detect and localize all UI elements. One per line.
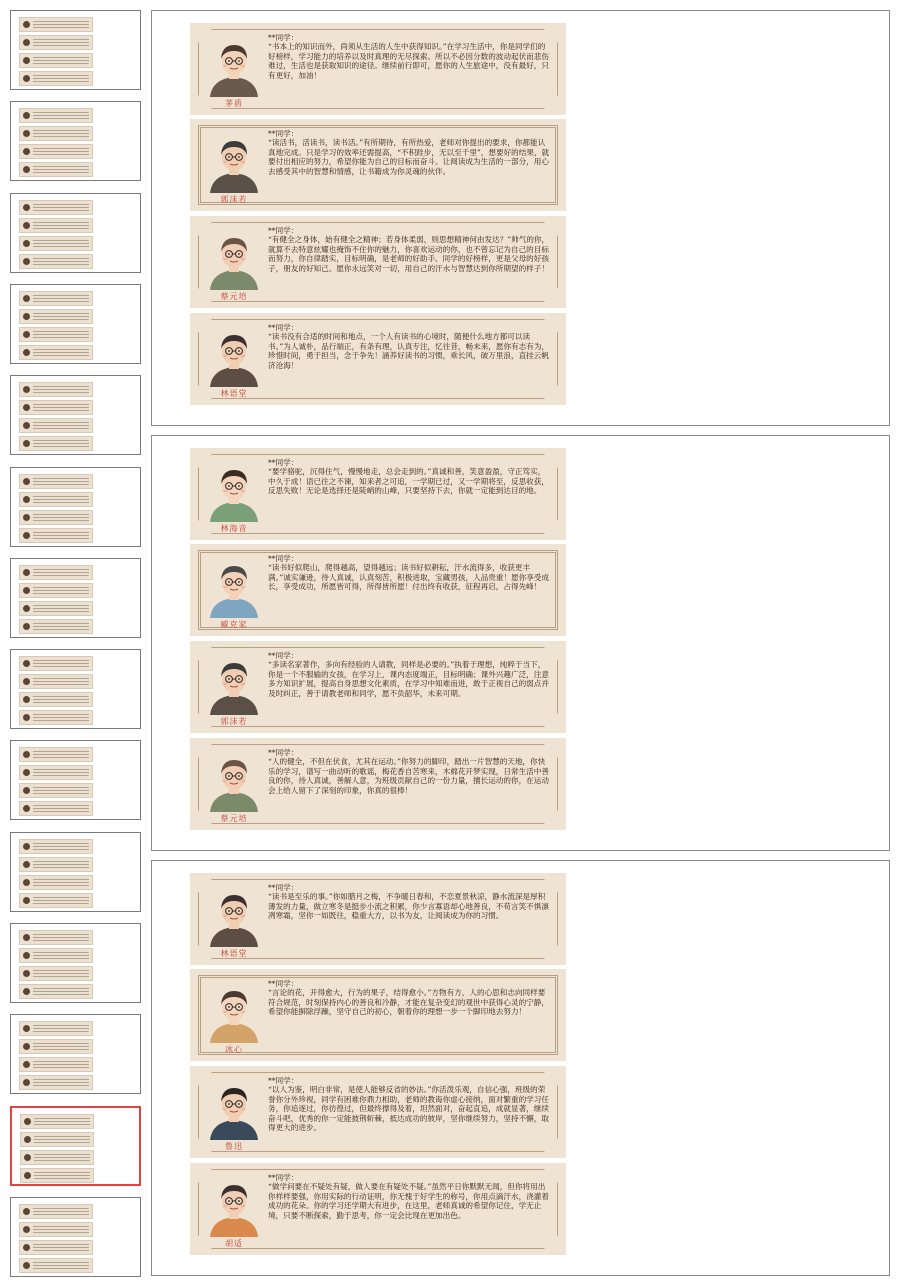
thumbnail-text-lines xyxy=(33,988,89,996)
greeting: **同学： xyxy=(268,748,299,757)
thumbnail-portrait xyxy=(23,988,30,995)
thumbnail-portrait xyxy=(23,861,30,868)
thumbnail-text-lines xyxy=(33,349,89,357)
portrait xyxy=(202,1082,266,1152)
author-name: 蔡元培 xyxy=(220,292,248,301)
page-thumbnail[interactable] xyxy=(10,740,141,820)
thumbnail-text-lines xyxy=(33,569,89,577)
person-portrait-icon xyxy=(202,232,266,290)
thumbnail-portrait xyxy=(24,1172,31,1179)
thumbnail-card-preview xyxy=(19,1021,93,1036)
thumbnail-text-lines xyxy=(33,787,89,795)
comment-text-block xyxy=(268,979,550,1017)
page-thumbnail[interactable] xyxy=(10,558,141,638)
comment-text-block xyxy=(268,323,550,370)
thumbnail-card-preview xyxy=(19,200,93,215)
portrait xyxy=(202,889,266,959)
thumbnail-text-lines xyxy=(33,478,89,486)
comment-card xyxy=(190,216,566,308)
comment-body: “读书好似爬山，爬得越高，望得越远；读书好似耕耘，汗水流得多，收获更丰满。”诚实谦逊，待人真诚，认真刻苦，积极进取，宝藏男孩，人品贵重！愿你享受成长，享受成功，所愿皆可得，所得皆所愿！付出终有收获，征程再启，占得先峰！ xyxy=(268,563,550,592)
thumbnail-card-preview xyxy=(19,1075,93,1090)
thumbnail-card-preview xyxy=(19,1039,93,1054)
thumbnail-portrait xyxy=(23,1079,30,1086)
thumbnail-portrait xyxy=(23,404,30,411)
thumbnail-portrait xyxy=(23,1226,30,1233)
thumbnail-portrait xyxy=(23,970,30,977)
greeting: **同学： xyxy=(268,883,299,892)
thumbnail-portrait xyxy=(23,39,30,46)
thumbnail-card-preview xyxy=(19,656,93,671)
author-name: 鲁迅 xyxy=(225,1142,243,1151)
thumbnail-text-lines xyxy=(33,422,89,430)
greeting: **同学： xyxy=(268,226,299,235)
thumbnail-card-preview xyxy=(19,327,93,342)
thumbnail-portrait xyxy=(23,386,30,393)
thumbnail-card-preview xyxy=(19,583,93,598)
thumbnail-portrait xyxy=(24,1136,31,1143)
thumbnail-portrait xyxy=(23,1262,30,1269)
thumbnail-text-lines xyxy=(33,879,89,887)
thumbnail-card-preview xyxy=(19,436,93,451)
thumbnail-portrait xyxy=(23,514,30,521)
thumbnail-text-lines xyxy=(33,678,89,686)
thumbnail-card-preview xyxy=(19,382,93,397)
document-page xyxy=(151,10,890,426)
comment-card xyxy=(190,23,566,115)
thumbnail-portrait xyxy=(23,130,30,137)
comment-text-block xyxy=(268,1076,550,1132)
thumbnail-text-lines xyxy=(33,714,89,722)
thumbnail-text-lines xyxy=(33,148,89,156)
author-name: 胡适 xyxy=(225,1239,243,1248)
thumbnail-text-lines xyxy=(33,39,89,47)
thumbnail-card-preview xyxy=(19,839,93,854)
thumbnail-text-lines xyxy=(33,331,89,339)
portrait xyxy=(202,985,266,1055)
thumbnail-card-preview xyxy=(19,710,93,725)
thumbnail-portrait xyxy=(23,422,30,429)
page-thumbnail[interactable] xyxy=(10,284,141,364)
thumbnail-card-preview xyxy=(19,71,93,86)
thumbnail-text-lines xyxy=(33,130,89,138)
thumbnail-portrait xyxy=(23,623,30,630)
greeting: **同学： xyxy=(268,1173,299,1182)
portrait xyxy=(202,657,266,727)
thumbnail-text-lines xyxy=(33,805,89,813)
thumbnail-card-preview xyxy=(19,35,93,50)
author-name: 茅盾 xyxy=(225,99,243,108)
thumbnail-text-lines xyxy=(33,166,89,174)
thumbnail-portrait xyxy=(23,787,30,794)
thumbnail-card-preview xyxy=(19,948,93,963)
comment-text-block xyxy=(268,33,550,80)
thumbnail-portrait xyxy=(23,75,30,82)
thumbnail-text-lines xyxy=(33,952,89,960)
comment-card xyxy=(190,119,566,211)
thumbnail-text-lines xyxy=(33,222,89,230)
thumbnail-portrait xyxy=(23,952,30,959)
person-portrait-icon xyxy=(202,985,266,1043)
thumbnail-card-preview xyxy=(19,893,93,908)
thumbnail-text-lines xyxy=(33,1262,89,1270)
thumbnail-portrait xyxy=(23,1244,30,1251)
comment-body: “书本上的知识而外，尚须从生活的人生中获得知识。”在学习生活中，你是同学们的好榜样，学习能力的培养以及时真理的无尽探索。所以不必因分数的波动起伏而悲伤难过，生活也是获取知识的途径。继续前行即可，愿你的人生旅途中，没有最好，只有更好，加油！ xyxy=(268,42,549,80)
thumbnail-portrait xyxy=(23,295,30,302)
thumbnail-text-lines xyxy=(34,1172,90,1180)
thumbnail-card-preview xyxy=(19,345,93,360)
thumbnail-card-preview xyxy=(19,1240,93,1255)
greeting: **同学： xyxy=(268,979,299,988)
thumbnail-text-lines xyxy=(33,440,89,448)
thumbnail-portrait xyxy=(23,112,30,119)
thumbnail-card-preview xyxy=(19,254,93,269)
thumbnail-text-lines xyxy=(33,295,89,303)
thumbnail-card-preview xyxy=(19,674,93,689)
thumbnail-text-lines xyxy=(33,861,89,869)
thumbnail-card-preview xyxy=(19,492,93,507)
thumbnail-card-preview xyxy=(19,528,93,543)
greeting: **同学： xyxy=(268,323,299,332)
page-thumbnail[interactable] xyxy=(10,923,141,1003)
thumbnail-text-lines xyxy=(33,1043,89,1051)
thumbnail-card-preview xyxy=(19,565,93,580)
thumbnail-card-preview xyxy=(20,1168,94,1183)
thumbnail-card-preview xyxy=(19,783,93,798)
thumbnail-card-preview xyxy=(19,144,93,159)
thumbnail-text-lines xyxy=(34,1136,90,1144)
thumbnail-text-lines xyxy=(33,769,89,777)
thumbnail-text-lines xyxy=(33,843,89,851)
portrait xyxy=(202,754,266,824)
thumbnail-card-preview xyxy=(19,1258,93,1273)
thumbnail-text-lines xyxy=(33,75,89,83)
thumbnail-portrait xyxy=(23,1043,30,1050)
greeting: **同学： xyxy=(268,554,299,563)
thumbnail-text-lines xyxy=(33,57,89,65)
thumbnail-text-lines xyxy=(33,21,89,29)
thumbnail-portrait xyxy=(23,349,30,356)
page-thumbnail[interactable] xyxy=(10,832,141,912)
thumbnail-text-lines xyxy=(33,204,89,212)
thumbnail-portrait xyxy=(23,57,30,64)
portrait xyxy=(202,232,266,302)
person-portrait-icon xyxy=(202,1082,266,1140)
portrait xyxy=(202,560,266,630)
comment-body: “人的健全，不但在伏食，尤其在运动。”你努力的脚印，踏出一片智慧的天地，你快乐的学习，谱写一曲动听的歌谣，梅花香自苦寒来，木棉花开梦实现，日常生活中善良的你，待人真诚，善解人意，为班级贡献自己的一份力量，擅长运动的你，在运动会上给人留下了深刻的印象，你真的很棒！ xyxy=(268,757,549,795)
thumbnail-portrait xyxy=(23,1025,30,1032)
thumbnail-card-preview xyxy=(19,1204,93,1219)
thumbnail-card-preview xyxy=(19,875,93,890)
thumbnail-portrait xyxy=(23,222,30,229)
thumbnail-portrait xyxy=(23,660,30,667)
person-portrait-icon xyxy=(202,754,266,812)
thumbnail-card-preview xyxy=(19,801,93,816)
comment-text-block xyxy=(268,883,550,921)
person-portrait-icon xyxy=(202,39,266,97)
thumbnail-text-lines xyxy=(33,1061,89,1069)
thumbnail-portrait xyxy=(23,440,30,447)
comment-text-block xyxy=(268,651,550,698)
comment-card xyxy=(190,313,566,405)
thumbnail-portrait xyxy=(23,148,30,155)
thumbnail-portrait xyxy=(23,166,30,173)
thumbnail-text-lines xyxy=(33,623,89,631)
greeting: **同学： xyxy=(268,458,299,467)
author-name: 臧克家 xyxy=(220,620,248,629)
thumbnail-text-lines xyxy=(33,897,89,905)
thumbnail-portrait xyxy=(23,751,30,758)
thumbnail-text-lines xyxy=(33,313,89,321)
thumbnail-card-preview xyxy=(19,510,93,525)
greeting: **同学： xyxy=(268,651,299,660)
thumbnail-portrait xyxy=(23,532,30,539)
thumbnail-portrait xyxy=(23,569,30,576)
thumbnail-text-lines xyxy=(33,1025,89,1033)
comment-body: “做学问要在不疑处有疑，做人要在有疑处不疑。”虽然平日你默默无闻，但你将用出你样样要强，你用实际的行动证明，你无愧于好学生的称号，你用点滴汗水，浇灌着成功的花朵。你的学习还学期大有进步，在这里，老师真诚的希望你记住，学无止境，只要不断探索，勤于思考，你一定会比现在更加出色。 xyxy=(268,1182,549,1220)
person-portrait-icon xyxy=(202,1179,266,1237)
page-thumbnail[interactable] xyxy=(10,1106,141,1186)
thumbnail-portrait xyxy=(23,258,30,265)
page-thumbnail[interactable] xyxy=(10,193,141,273)
greeting: **同学： xyxy=(268,129,299,138)
thumbnail-portrait xyxy=(23,843,30,850)
thumbnail-text-lines xyxy=(33,587,89,595)
portrait xyxy=(202,1179,266,1249)
person-portrait-icon xyxy=(202,657,266,715)
thumbnail-portrait xyxy=(23,478,30,485)
author-name: 蔡元培 xyxy=(220,814,248,823)
page-thumbnail[interactable] xyxy=(10,1014,141,1094)
thumbnail-portrait xyxy=(23,21,30,28)
thumbnail-portrait xyxy=(23,879,30,886)
thumbnail-text-lines xyxy=(33,1226,89,1234)
document-page xyxy=(151,860,890,1276)
document-page xyxy=(151,435,890,851)
thumbnail-card-preview xyxy=(19,966,93,981)
comment-body: “读活书，活读书，读书活。”有所期待，有所热爱，老师对你提出的要求，你都能认真地完成。只是学习的效率还需提高，“不积跬步，无以至千里”，想要好的结果，就要付出相应的努力，希望你能为自己的目标而奋斗。让阅读成为生活的一部分，用心去感受其中的智慧和情感，让书籍成为你灵魂的伙伴。 xyxy=(268,138,550,176)
author-name: 林语堂 xyxy=(220,389,248,398)
thumbnail-card-preview xyxy=(19,601,93,616)
thumbnail-portrait xyxy=(23,496,30,503)
thumbnail-portrait xyxy=(23,934,30,941)
thumbnail-card-preview xyxy=(19,1222,93,1237)
thumbnail-card-preview xyxy=(19,418,93,433)
thumbnail-card-preview xyxy=(19,474,93,489)
thumbnail-text-lines xyxy=(33,258,89,266)
page-thumbnail[interactable] xyxy=(10,375,141,455)
greeting: **同学： xyxy=(268,33,299,42)
page-thumbnail[interactable] xyxy=(10,1197,141,1277)
comment-body: “多读名家著作，多向有经验的人请教，同样是必要的。”执着于理想，纯粹于当下，你是一个不服输的女孩，在学习上，课内态度端正，目标明确；课外兴趣广泛，注意多方知识扩展，提高自身思想文化素质，在学习中知难而进，敢于正视自己的弱点并及时纠正，善于请教老师和同学，愿不负韶华，未来可期。 xyxy=(268,660,549,698)
comment-card xyxy=(190,969,566,1061)
thumbnail-text-lines xyxy=(33,1208,89,1216)
comment-body: “言论的花，开得愈大，行为的果子，结得愈小。”方物有方，人的心思和志向同样要符合规范，时刻保持内心的善良和冷静，才能在复杂变幻的观世中获得心灵的宁静，希望你能摒除浮躁，坚守自己的初心，朝着你的理想一步一个脚印地去努力！ xyxy=(268,988,549,1017)
person-portrait-icon xyxy=(202,329,266,387)
page-thumbnail[interactable] xyxy=(10,10,141,90)
comment-card xyxy=(190,544,566,636)
comment-body: “读书是至乐的事。”你如腊月之梅，不争暖日春和，不恋夏景秋凉，静水流深是厚积薄发的力量，做立寒冬是挺步小流之积累，你少言寡语却心地善良，不苟言笑不惧凛冽寒霜，坚你一如既往，稳重大方，以书为友，让阅读成为你的习惯。 xyxy=(268,892,549,921)
thumbnail-card-preview xyxy=(19,765,93,780)
thumbnail-card-preview xyxy=(19,291,93,306)
thumbnail-card-preview xyxy=(19,984,93,999)
thumbnail-card-preview xyxy=(19,619,93,634)
thumbnail-portrait xyxy=(23,587,30,594)
thumbnail-portrait xyxy=(23,1208,30,1215)
thumbnail-portrait xyxy=(23,240,30,247)
thumbnail-card-preview xyxy=(19,1057,93,1072)
person-portrait-icon xyxy=(202,560,266,618)
thumbnail-portrait xyxy=(23,696,30,703)
thumbnail-portrait xyxy=(23,313,30,320)
comment-text-block xyxy=(268,129,550,176)
author-name: 林语堂 xyxy=(220,949,248,958)
thumbnail-card-preview xyxy=(19,53,93,68)
thumbnail-text-lines xyxy=(33,696,89,704)
comment-card xyxy=(190,1066,566,1158)
thumbnail-card-preview xyxy=(19,857,93,872)
comment-body: “以人为鉴，明白非常，是使人能够反省的妙法。”你活泼乐观，自信心强，班级的荣誉你分外珍视，同学有困难你鼎力相助，老师的教诲你虚心接纳，面对繁重的学习任务，你追逐过，你彷徨过，但最终撑得及着，坦然面对，奋起直追，成就显著，继续奋斗吧，优秀的你一定能披荆斩棘，抵达成功的彼岸，坚你继续努力，坚持不懈，取得更大的进步。 xyxy=(268,1085,549,1133)
page-thumbnail[interactable] xyxy=(10,467,141,547)
portrait xyxy=(202,464,266,534)
portrait xyxy=(202,135,266,205)
thumbnail-portrait xyxy=(23,1061,30,1068)
page-thumbnail[interactable] xyxy=(10,649,141,729)
thumbnail-card-preview xyxy=(19,236,93,251)
comment-text-block xyxy=(268,458,550,496)
comment-body: “有健全之身体，始有健全之精神；若身体柔弱，则思想精神何由发达？”帅气的你，就算不去特意炫耀也掩饰不住你的魅力，你喜欢运动的你，也不曾忘记为自己的目标而努力，你自律踏实，目标明确，是老师的好助手、同学的好榜样，更是父母的好孩子，朋友的好知己。愿你永远笑对一切，用自己的汗水与智慧达到你所期望的样子！ xyxy=(268,235,550,273)
thumbnail-text-lines xyxy=(33,112,89,120)
thumbnail-card-preview xyxy=(20,1132,94,1147)
thumbnail-text-lines xyxy=(33,532,89,540)
comment-text-block xyxy=(268,554,550,592)
greeting: **同学： xyxy=(268,1076,299,1085)
thumbnail-portrait xyxy=(24,1154,31,1161)
thumbnail-portrait xyxy=(23,605,30,612)
thumbnail-card-preview xyxy=(19,692,93,707)
thumbnail-text-lines xyxy=(33,404,89,412)
thumbnail-card-preview xyxy=(19,747,93,762)
comment-text-block xyxy=(268,748,550,795)
thumbnail-portrait xyxy=(23,204,30,211)
thumbnail-text-lines xyxy=(33,605,89,613)
comment-card xyxy=(190,641,566,733)
thumbnail-portrait xyxy=(23,678,30,685)
thumbnail-text-lines xyxy=(33,240,89,248)
thumbnail-card-preview xyxy=(19,108,93,123)
thumbnail-card-preview xyxy=(19,930,93,945)
comment-card xyxy=(190,873,566,965)
person-portrait-icon xyxy=(202,135,266,193)
comment-card xyxy=(190,1163,566,1255)
thumbnail-text-lines xyxy=(33,514,89,522)
comment-card xyxy=(190,448,566,540)
thumbnail-portrait xyxy=(23,714,30,721)
comment-card xyxy=(190,738,566,830)
comment-text-block xyxy=(268,226,550,273)
thumbnail-portrait xyxy=(23,897,30,904)
thumbnail-text-lines xyxy=(33,1244,89,1252)
thumbnail-panel xyxy=(0,0,150,1286)
thumbnail-text-lines xyxy=(33,751,89,759)
thumbnail-card-preview xyxy=(20,1150,94,1165)
thumbnail-text-lines xyxy=(33,970,89,978)
comment-text-block xyxy=(268,1173,550,1220)
thumbnail-text-lines xyxy=(33,496,89,504)
thumbnail-portrait xyxy=(23,805,30,812)
thumbnail-portrait xyxy=(23,769,30,776)
thumbnail-text-lines xyxy=(33,386,89,394)
author-name: 冰心 xyxy=(225,1045,243,1054)
comment-body: “要学骆驼，沉得住气，慢慢地走，总会走到的。”真诚和善，笑意盈盈，守正笃实，中久于成！语已往之不谏，知来者之可追，一学期已过，又一学期将至，反思收获，反思失败！无论是选择还是陡峭的山峰，只要坚持下去，你就一定能到达目的地。 xyxy=(268,467,549,496)
author-name: 郭沫若 xyxy=(220,717,248,726)
thumbnail-card-preview xyxy=(20,1114,94,1129)
person-portrait-icon xyxy=(202,889,266,947)
portrait xyxy=(202,329,266,399)
thumbnail-card-preview xyxy=(19,309,93,324)
author-name: 郭沫若 xyxy=(220,195,248,204)
thumbnail-portrait xyxy=(24,1118,31,1125)
thumbnail-text-lines xyxy=(34,1118,90,1126)
thumbnail-card-preview xyxy=(19,17,93,32)
thumbnail-card-preview xyxy=(19,126,93,141)
thumbnail-card-preview xyxy=(19,400,93,415)
thumbnail-card-preview xyxy=(19,162,93,177)
thumbnail-text-lines xyxy=(33,660,89,668)
comment-body: “读书没有合适的时间和地点，一个人有读书的心境时，随便什么地方都可以读书。”为人诚朴，品行端正，有条有理，认真专注，忆往昔，畅未来，愿你有志有为，珍惜时间，勇于担当，念于争先！涵养好读书的习惯，乘长风，破万里浪，直挂云帆济沧海！ xyxy=(268,332,550,370)
author-name: 林海音 xyxy=(220,524,248,533)
thumbnail-text-lines xyxy=(34,1154,90,1162)
thumbnail-text-lines xyxy=(33,934,89,942)
thumbnail-card-preview xyxy=(19,218,93,233)
page-thumbnail[interactable] xyxy=(10,101,141,181)
person-portrait-icon xyxy=(202,464,266,522)
portrait xyxy=(202,39,266,109)
thumbnail-portrait xyxy=(23,331,30,338)
thumbnail-text-lines xyxy=(33,1079,89,1087)
